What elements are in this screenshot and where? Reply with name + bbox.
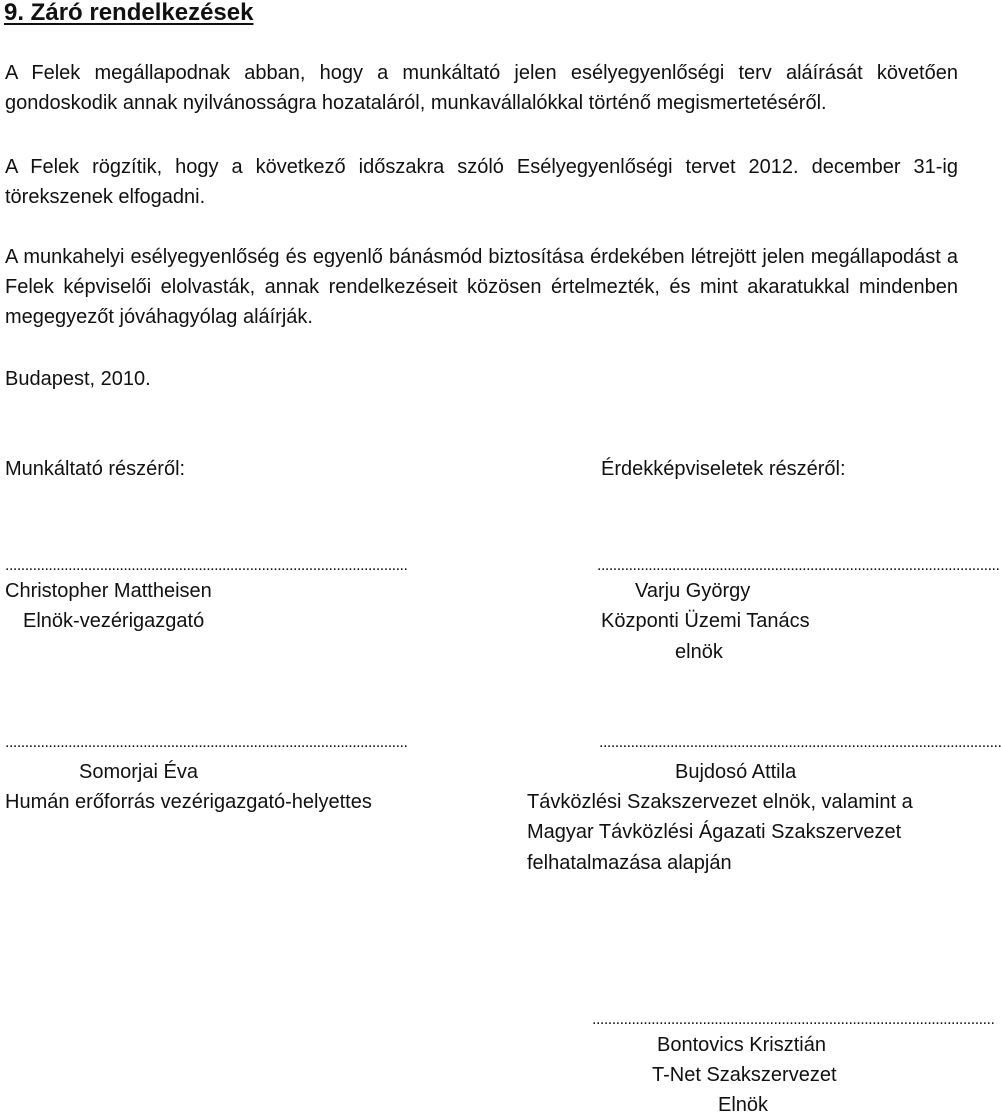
signer-title-2: Elnök (718, 1094, 769, 1116)
signature-line: ...................................................................................................... (599, 734, 1001, 751)
representatives-label: Érdekképviseletek részéről: (601, 458, 846, 480)
signer-name: Varju György (635, 580, 751, 602)
section-heading: 9. Záró rendelkezések (4, 0, 254, 26)
signer-title-3: felhatalmazása alapján (527, 852, 732, 874)
signer-title-2: elnök (675, 641, 723, 663)
signature-line: ...................................................................................................... (5, 557, 408, 574)
signer-name: Christopher Mattheisen (5, 580, 212, 602)
signature-line: ...................................................................................................... (592, 1011, 995, 1028)
signer-name: Bontovics Krisztián (657, 1034, 826, 1056)
signer-title: T-Net Szakszervezet (652, 1064, 837, 1086)
signer-name: Somorjai Éva (79, 761, 198, 783)
paragraph-next-plan: A Felek rögzítik, hogy a következő időszakra szóló Esélyegyenlőségi tervet 2012. december 31-ig törekszenek elfogadni. (5, 156, 958, 208)
signer-title: Humán erőforrás vezérigazgató-helyettes (5, 791, 372, 813)
signer-title: Távközlési Szakszervezet elnök, valamint a (527, 791, 913, 813)
signer-title: Elnök-vezérigazgató (23, 610, 205, 632)
signer-title: Központi Üzemi Tanács (601, 610, 810, 632)
signer-title-2: Magyar Távközlési Ágazati Szakszervezet (527, 821, 902, 843)
paragraph-publication: A Felek megállapodnak abban, hogy a munkáltató jelen esélyegyenlőségi terv aláírását követően gondoskodik annak nyilvánosságra hozataláról, munkavállalókkal történő megismertetéséről. (5, 62, 958, 114)
signature-line: ...................................................................................................... (5, 734, 408, 751)
place-date: Budapest, 2010. (5, 368, 151, 390)
signature-line: ...................................................................................................... (597, 557, 1000, 574)
signer-name: Bujdosó Attila (675, 761, 797, 783)
paragraph-approval: A munkahelyi esélyegyenlőség és egyenlő bánásmód biztosítása érdekében létrejött jelen megállapodást a Felek képviselői elolvasták, annak rendelkezéseit közösen értelmezték, és mint akaratukkal mindenben megegyezőt jóváhagyólag aláírják. (5, 246, 958, 328)
employer-label: Munkáltató részéről: (5, 458, 186, 480)
